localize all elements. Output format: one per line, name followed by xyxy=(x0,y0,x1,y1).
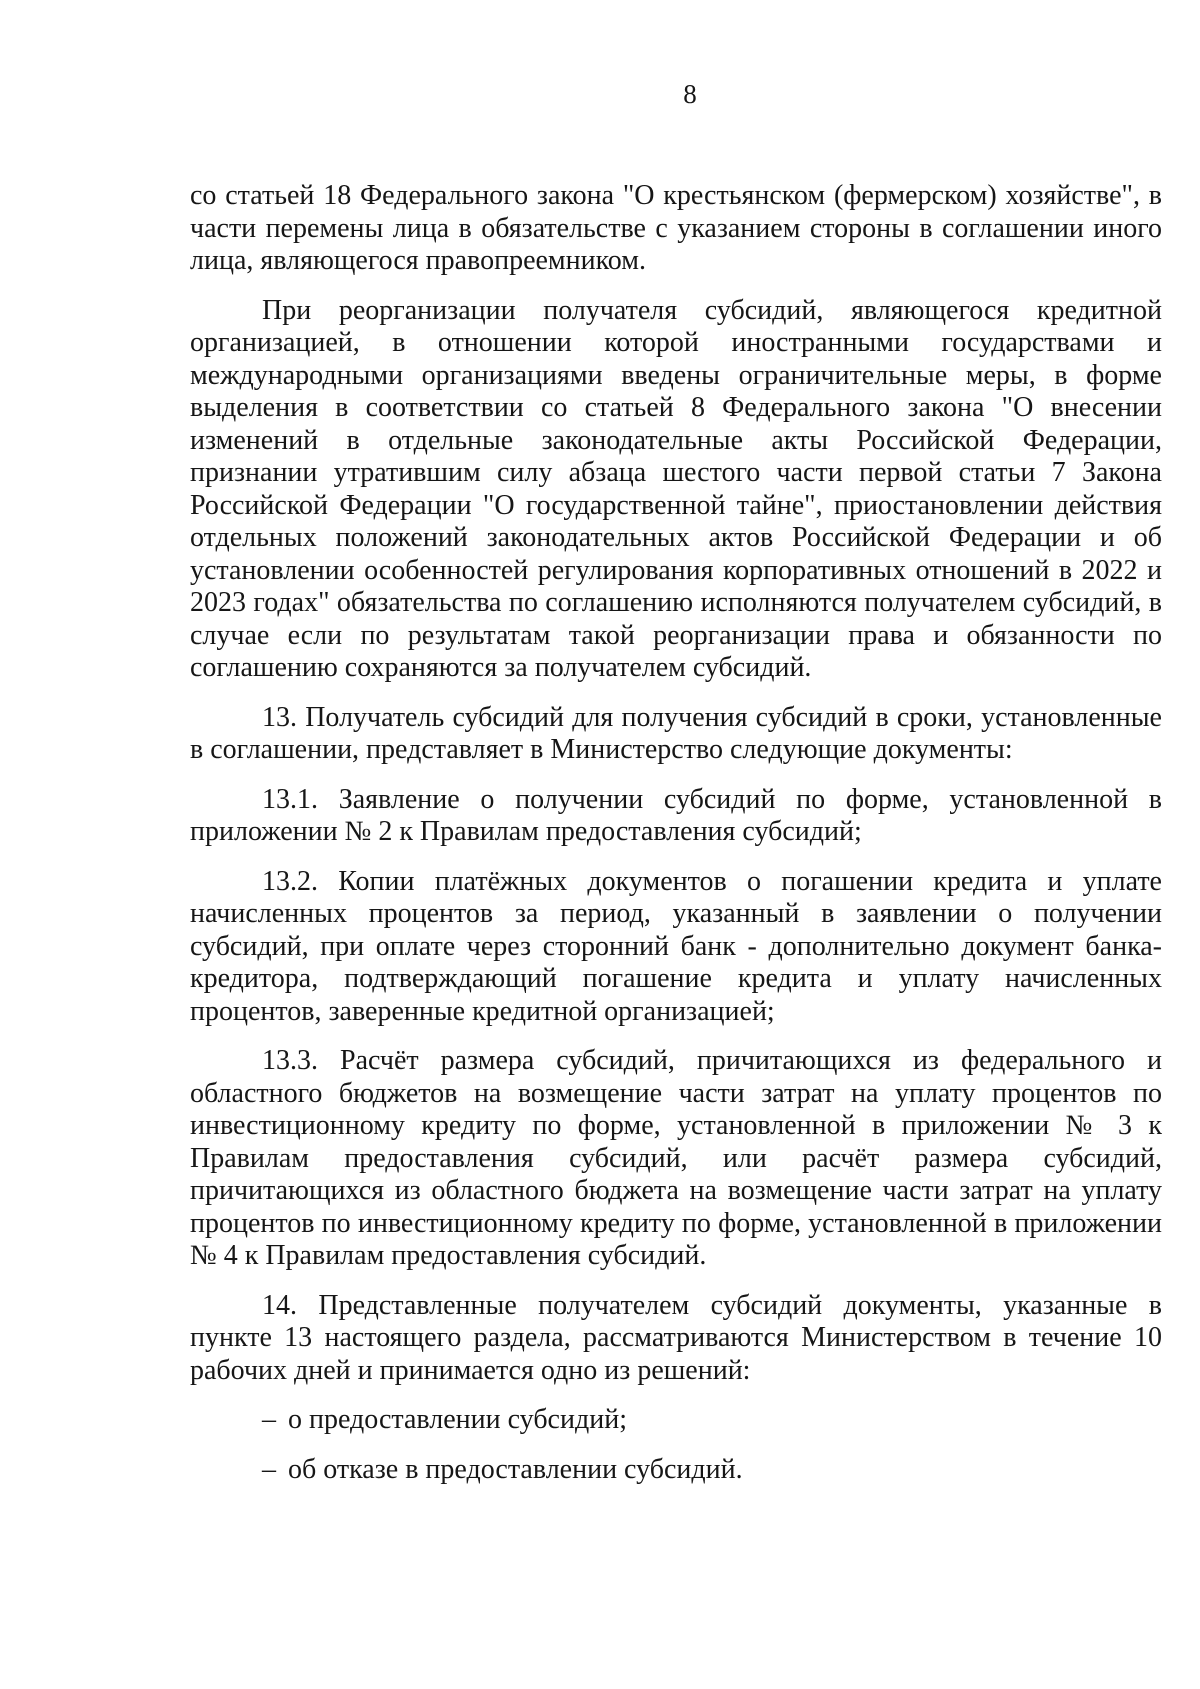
list-item xyxy=(190,1404,1162,1437)
dash-bullet: – xyxy=(262,1453,276,1485)
list-item xyxy=(190,1454,1162,1487)
paragraph-continuation: со статьей 18 Федерального закона "О крестьянском (фермерском) хозяйстве", в части перемены лица в обязательстве с указанием стороны в соглашении иного лица, являющегося правопреемником. xyxy=(190,180,1162,276)
document-body xyxy=(190,180,1162,1486)
paragraph-13: 13. Получатель субсидий для получения субсидий в сроки, установленные в соглашении, представляет в Министерство следующие документы: xyxy=(190,701,1162,765)
list-item-text: об отказе в предоставлении субсидий. xyxy=(288,1453,743,1485)
dash-bullet: – xyxy=(262,1404,276,1435)
page-number: 8 xyxy=(683,79,697,109)
list-item-text: о предоставлении субсидий; xyxy=(288,1404,627,1435)
paragraph-reorganization: При реорганизации получателя субсидий, являющегося кредитной организацией, в отношении которой иностранными государствами и международными организациями введены ограничительные меры, в форме выделения в соответствии со статьей 8 Федерального закона "О внесении изменений в отдельные законодательные акты Российской Федерации, признании утратившим силу абзаца шестого части первой статьи 7 Закона Российской Федерации "О государственной тайне", приостановлении действия отдельных положений законодательных актов Российской Федерации и об установлении особенностей регулирования корпоративных отношений в 2022 и 2023 годах" обязательства по соглашению исполняются получателем субсидий, в случае если по результатам такой реорганизации права и обязанности по соглашению сохраняются за получателем субсидий. xyxy=(190,294,1162,683)
paragraph-13-3: 13.3. Расчёт размера субсидий, причитающихся из федерального и областного бюджетов на возмещение части затрат на уплату процентов по инвестиционному кредиту по форме, установленной в приложении № 3 к Правилам предоставления субсидий, или расчёт размера субсидий, причитающихся из областного бюджета на возмещение части затрат на уплату процентов по инвестиционному кредиту по форме, установленной в приложении № 4 к Правилам предоставления субсидий. xyxy=(190,1045,1162,1271)
paragraph-13-1: 13.1. Заявление о получении субсидий по форме, установленной в приложении № 2 к Правилам предоставления субсидий; xyxy=(190,783,1162,847)
paragraph-13-2: 13.2. Копии платёжных документов о погашении кредита и уплате начисленных процентов за период, указанный в заявлении о получении субсидий, при оплате через сторонний банк - дополнительно документ банка-кредитора, подтверждающий погашение кредита и уплату начисленных процентов, заверенные кредитной организацией; xyxy=(190,865,1162,1027)
paragraph-14: 14. Представленные получателем субсидий документы, указанные в пункте 13 настоящего раздела, рассматриваются Министерством в течение 10 рабочих дней и принимается одно из решений: xyxy=(190,1289,1162,1386)
